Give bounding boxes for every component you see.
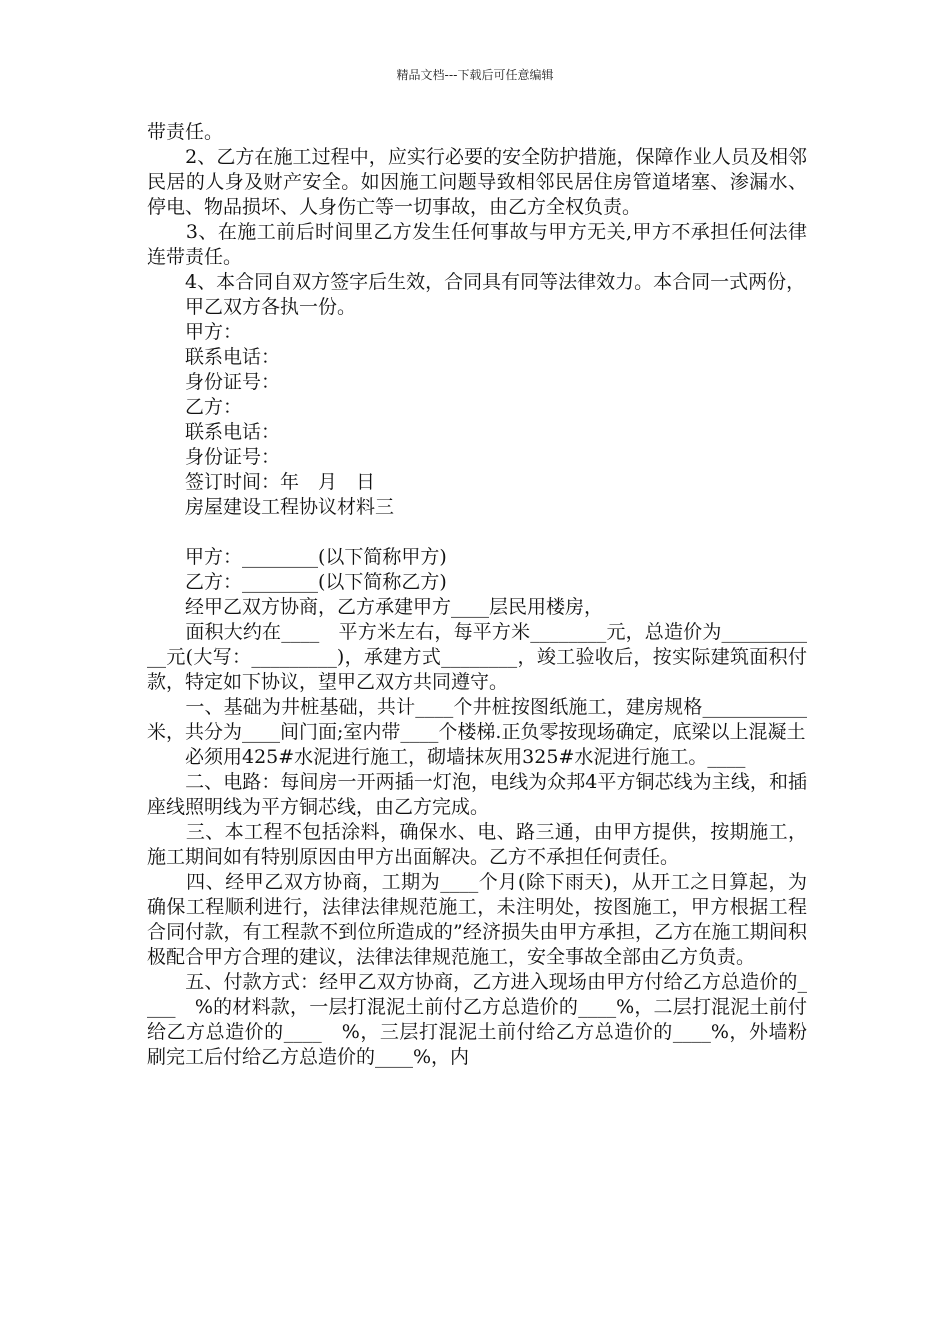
party-b-id-label: 身份证号： bbox=[147, 446, 281, 468]
party-b-phone-label: 联系电话： bbox=[147, 421, 281, 443]
paragraph: 面积大约在____ 平方米左右，每平方米________元，总造价为___________元(大写：_________)，承建方式________，竣工验收后，按实际建筑面积付款，特定如下协议，望甲乙双方共同遵守。 bbox=[147, 621, 807, 693]
paragraph: 五、付款方式：经甲乙双方协商，乙方进入现场由甲方付给乙方总造价的____ %的材料款，一层打混泥土前付乙方总造价的____%，二层打混泥土前付给乙方总造价的____ %，三层打混泥土前付给乙方总造价的____%，外墙粉刷完工后付给乙方总造价的____%，内 bbox=[147, 971, 807, 1068]
party-b-label: 乙方： bbox=[147, 396, 243, 418]
paragraph: 一、基础为井桩基础，共计____个井桩按图纸施工，建房规格___________米，共分为____间门面;室内带____个楼梯.正负零按现场确定，底梁以上混凝土 bbox=[147, 696, 807, 743]
paragraph: 带责任。 bbox=[147, 121, 224, 143]
paragraph: 四、经甲乙双方协商，工期为____个月(除下雨天)，从开工之日算起，为确保工程顺利进行，法律法律规范施工，未注明处，按图施工，甲方根据工程合同付款，有工程款不到位所造成的”经济损失由甲方承担，乙方在施工期间积极配合甲方合理的建议，法律法律规范施工，安全事故全部由乙方负责。 bbox=[147, 871, 807, 968]
document-body bbox=[147, 120, 807, 1070]
blank-line bbox=[147, 520, 807, 545]
paragraph: 三、本工程不包括涂料，确保水、电、路三通，由甲方提供，按期施工，施工期间如有特别原因由甲方出面解决。乙方不承担任何责任。 bbox=[147, 821, 807, 868]
sign-date-label: 签订时间：年 月 日 bbox=[147, 471, 376, 493]
paragraph: 必须用425#水泥进行施工，砌墙抹灰用325#水泥进行施工。____ bbox=[147, 746, 746, 768]
party-a-line: 甲方：________(以下简称甲方) bbox=[147, 546, 447, 568]
page-header: 精品文档---下载后可任意编辑 bbox=[396, 68, 554, 82]
party-a-phone-label: 联系电话： bbox=[147, 346, 281, 368]
party-b-line: 乙方：________(以下简称乙方) bbox=[147, 571, 447, 593]
party-a-id-label: 身份证号： bbox=[147, 371, 281, 393]
party-a-label: 甲方： bbox=[147, 321, 243, 343]
paragraph: 2、乙方在施工过程中，应实行必要的安全防护措施，保障作业人员及相邻民居的人身及财产安全。如因施工问题导致相邻民居住房管道堵塞、渗漏水、停电、物品损坏、人身伤亡等一切事故，由乙方全权负责。 bbox=[147, 146, 807, 218]
paragraph: 二、电路：每间房一开两插一灯泡，电线为众邦4平方铜芯线为主线，和插座线照明线为平方铜芯线，由乙方完成。 bbox=[147, 771, 807, 818]
section-title: 房屋建设工程协议材料三 bbox=[147, 496, 395, 518]
paragraph: 3、在施工前后时间里乙方发生任何事故与甲方无关,甲方不承担任何法律连带责任。 bbox=[147, 221, 807, 268]
paragraph: 4、本合同自双方签字后生效，合同具有同等法律效力。本合同一式两份， bbox=[147, 271, 806, 293]
paragraph: 甲乙双方各执一份。 bbox=[147, 296, 357, 318]
paragraph: 经甲乙双方协商，乙方承建甲方____层民用楼房， bbox=[147, 596, 604, 618]
